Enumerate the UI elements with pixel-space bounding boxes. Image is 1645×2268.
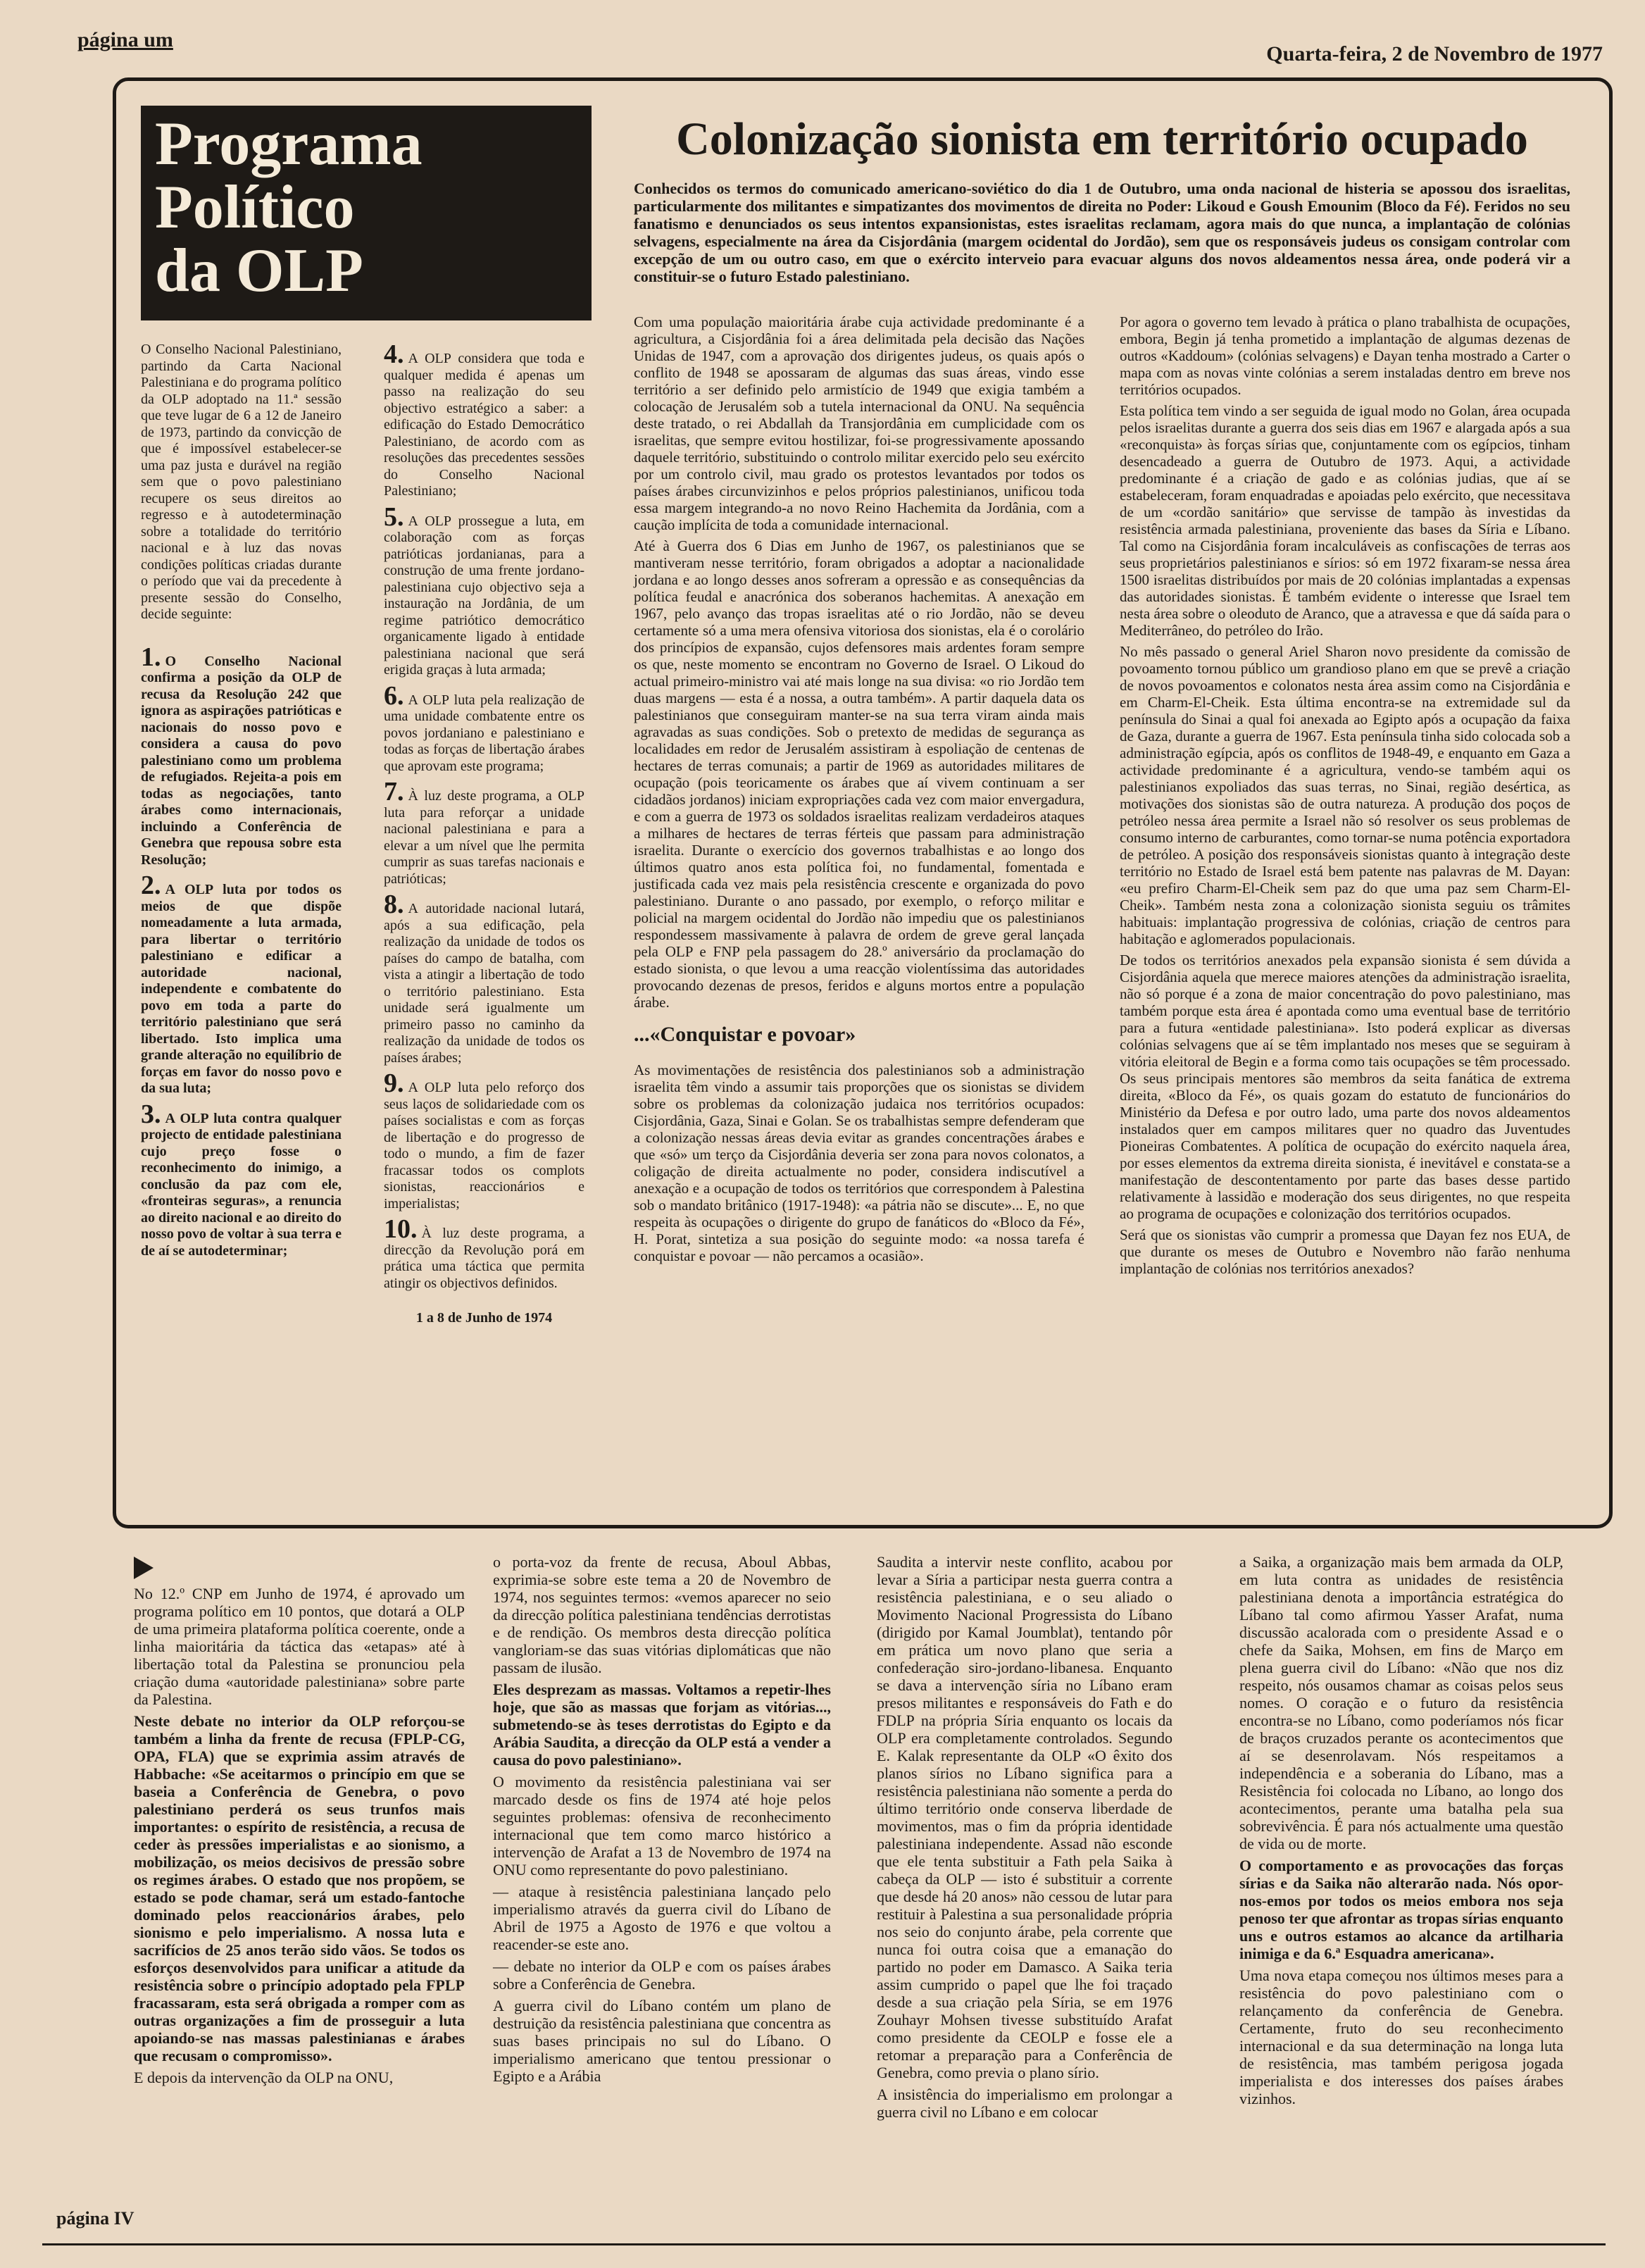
- programme-point: 3. A OLP luta contra qualquer projecto de entidade palestiniana cujo preço fosse o reconhecimento do inimigo, a conclusão da paz com ele, «fronteiras seguras», a renuncia ao direito nacional e ao direito do nosso povo de voltar à sua terra e de aí se autodeterminar;: [141, 1099, 342, 1259]
- programme-intro: O Conselho Nacional Palestiniano, partindo da Carta Nacional Palestiniana e do programa político da OLP adoptado na 11.ª sessão que teve lugar de 6 a 12 de Janeiro de 1973, partindo da convicção de que é impossível estabelecer-se uma paz justa e durável na região sem que o povo palestiniano recupere os seus direitos ao regresso e à autodeterminação sobre a totalidade do território nacional e à luz das novas condições políticas criadas durante o período que vai da precedente à presente sessão do Conselho, decide seguinte:: [141, 342, 342, 622]
- issue-date: Quarta-feira, 2 de Novembro de 1977: [1266, 42, 1603, 66]
- bottom-paragraph: o porta-voz da frente de recusa, Aboul Abbas, exprimia-se sobre este tema a 20 de Novembro de 1974, nos seguintes termos: «vemos aparecer no seio da direcção política palestiniana tendências derrotistas e de rendição. Os membros desta direcção política vangloriam-se das suas vitórias diplomáticas que não passam de ilusão.: [493, 1553, 831, 1676]
- bottom-column-1: [134, 1585, 465, 2091]
- programme-column-a: [141, 342, 342, 1264]
- article-column-2: [1120, 313, 1570, 1281]
- programme-point: 6. A OLP luta pela realização de uma unidade combatente entre os povos jordaniano e palestiniano e todas as forças de libertação árabes que aprovam este programa;: [384, 680, 584, 774]
- article-paragraph: As movimentações de resistência dos palestinianos sob a administração israelita têm vindo a assumir tais proporções que os sionistas se dividem sobre os problemas da colonização judaica nos territórios ocupados: Cisjordânia, Gaza, Sinai e Golan. Se os trabalhistas sempre defenderam que a colonização nessas áreas devia evitar as grandes concentrações árabes e que «só» um terço da Cisjordânia deveria ser zona para novos colonatos, a coligação de direita actualmente no poder, considera indiscutível a anexação e a ocupação de todos os territórios que correspondem à Palestina sob o mandato britânico (1917-1948): «a pátria não se discute»... E, no que respeita às ocupações o dirigente do grupo de fanáticos do «Bloco da Fé», H. Porat, sintetiza a sua posição do seguinte modo: «a nossa tarefa é conquistar e povoar — não percamos a ocasião».: [634, 1061, 1084, 1264]
- programme-point: 8. A autoridade nacional lutará, após a sua edificação, pela realização da unidade de todos os países do campo de batalha, com vista a atingir a libertação de todo o território palestiniano. Esta unidade será igualmente um primeiro passo no caminho da realização da unidade de todos os países árabes;: [384, 890, 584, 1066]
- bottom-paragraph: A insistência do imperialismo em prolongar a guerra civil no Líbano e em colocar: [877, 2086, 1172, 2121]
- programme-title-line: Político: [155, 173, 355, 242]
- footer-rule: [42, 2243, 1606, 2245]
- article-paragraph: Até à Guerra dos 6 Dias em Junho de 1967, os palestinianos que se mantiveram nesse território, foram obrigados a adoptar a nacionalidade jordana e ao longo desses anos sofreram a opressão e as consequências da política feudal e anacrónica dos soberanos hachemitas. A anexação em 1967, pelo avanço das tropas israelitas até o rio Jordão, não se deveu certamente só a uma mera ofensiva vitoriosa dos sionistas, ela é o corolário dos princípios de expansão, cujos defensores mais ardentes foram sempre os que, neste momento se encontram no Governo de Israel. O Likoud do actual primeiro-ministro vai até mais longe na sua divisa: «o rio Jordão tem duas margens — esta é a nossa, a outra também». A partir daquela data os palestinianos que conseguiram manter-se na sua terra viram ainda mais agravadas as suas condições. Sob o pretexto de medidas de segurança as localidades em redor de Jerusalém assistiram à espoliação de centenas de hectares de terras comunais; a partir de 1969 as autoridades militares de ocupação (pois teoricamente os árabes que aí vivem continuam a ser cidadãos jordanos) iniciam expropriações cada vez com maior envergadura, e com a guerra de 1973 os soldados israelitas realizam verdadeiros ataques a milhares de hectares de terras férteis que passam para administração israelita. Durante o exercício dos governos trabalhistas e ao longo dos últimos quatro anos esta política foi, no fundamental, fomentada e justificada cada vez mais pela resistência crescente e organizada do povo palestiniano. Durante o ano passado, por exemplo, o reforço militar e policial na margem ocidental do Jordão não impediu que os palestinianos respondessem massivamente à palavra de ordem de greve geral lançada pela OLP e FNP pela passagem do 28.º aniversário da proclamação do estado sionista, o que levou a uma reacção violentíssima das autoridades provocando dezenas de presos, feridos e alguns mortos entre a população árabe.: [634, 537, 1084, 1011]
- footer-page-label: página IV: [56, 2208, 135, 2229]
- programme-point: 10. À luz deste programa, a direcção da Revolução porá em prática uma táctica que permita atingir os objectivos definidos.: [384, 1214, 584, 1291]
- bottom-paragraph: O movimento da resistência palestiniana vai ser marcado desde os fins de 1974 até hoje pelos seguintes problemas: ofensiva de reconhecimento internacional que tem como marco histórico a intervenção de Arafat a 13 de Novembro de 1974 na ONU como representante do povo palestiniano.: [493, 1773, 831, 1878]
- bottom-paragraph: Uma nova etapa começou nos últimos meses para a resistência do povo palestiniano com o relançamento da conferência de Genebra. Certamente, fruto do seu reconhecimento internacional e da sua determinação na longa luta de resistência, mas também perigosa jogada imperialista e dos interesses dos países árabes vizinhos.: [1239, 1967, 1563, 2107]
- article-lead: Conhecidos os termos do comunicado americano-soviético do dia 1 de Outubro, uma onda nacional de histeria se apossou dos israelitas, particularmente dos militantes e simpatizantes dos movimentos de direita no Poder: Likoud e Goush Emounim (Bloco da Fé). Feridos no seu fanatismo e denunciados os seus intentos expansionistas, estes israelitas reclamam, agora mais do que nunca, a implantação de colónias selvagens, especialmente na área da Cisjordânia (margem ocidental do Jordão), sem que os responsáveis judeus os consigam controlar com excepção de um ou outro caso, em que o exército interveio para evacuar alguns dos novos aldeamentos nessa área, onde poderá vir a constituir-se o futuro Estado palestiniano.: [634, 180, 1570, 285]
- programme-point: 4. A OLP considera que toda e qualquer medida é apenas um passo na realização do seu objectivo estratégico a saber: a edificação do Estado Democrático Palestiniano, de acordo com as resoluções das precedentes sessões do Conselho Nacional Palestiniano;: [384, 339, 584, 499]
- programme-title-box: [141, 106, 592, 320]
- bottom-paragraph: Eles desprezam as massas. Voltamos a repetir-lhes hoje, que são as massas que forjam as vitórias..., submetendo-se às teses derrotistas do Egipto e da Arábia Saudita, a direcção da OLP está a vender a causa do povo palestiniano».: [493, 1681, 831, 1769]
- article-paragraph: Esta política tem vindo a ser seguida de igual modo no Golan, área ocupada pelos israelitas durante a guerra dos seis dias em 1967 e alargada após a sua «reconquista» às forças sírias que, conjuntamente com os egípcios, tinham desencadeado a guerra de Outubro de 1973. Aqui, a actividade predominante é a criação de gado e as colónias judias, que aí se estabeleceram, foram enquadradas e apoiadas pelo exército, que necessitava de um «cordão sanitário» que servisse de tampão às investidas da resistência armada palestiniana, proveniente das bases da Síria e Líbano. Tal como na Cisjordânia foram incalculáveis as confiscações de terras aos seus proprietários palestinianos e sírios: só em 1972 fixaram-se nessa área 1500 israelitas distribuídos por mais de 20 colónias implantadas a expensas das autoridades sionistas. É também evidente o interesse que Israel tem nesta área sobre o oleoduto de Aranco, que a atravessa e que dá saída para o Mediterrâneo, do petróleo do Irão.: [1120, 402, 1570, 639]
- bottom-column-3: [877, 1553, 1172, 2125]
- bottom-paragraph: A guerra civil do Líbano contém um plano de destruição da resistência palestiniana que concentra as suas bases principais no sul do Líbano. O imperialismo americano que tentou pressionar o Egipto e a Arábia: [493, 1997, 831, 2085]
- bottom-paragraph: No 12.º CNP em Junho de 1974, é aprovado um programa político em 10 pontos, que dotará a OLP de uma primeira plataforma política coerente, onde a linha maioritária da táctica das «etapas» até à libertação total da Palestina se pronunciou pela criação duma «autoridade palestiniana» sobre parte da Palestina.: [134, 1585, 465, 1708]
- bottom-column-2: [493, 1553, 831, 2089]
- bottom-paragraph: Saudita a intervir neste conflito, acabou por levar a Síria a participar nesta guerra contra a resistência palestiniana, e o seu aliado o Movimento Nacional Progressista do Líbano (dirigido por Kamal Joumblat), tentando pôr em prática um novo plano que seria a confederação siro-jordano-libanesa. Enquanto se dava a intervenção síria no Líbano eram presos militantes e responsáveis do Fath e do FDLP na própria Síria enquanto os locais da OLP era completamente controlados. Segundo E. Kalak representante da OLP «O êxito dos planos sírios no Líbano significa para a resistência palestiniana não somente a perda do último território onde conserva liberdade de movimentos, mas o fim da própria identidade palestiniana independente. Assad não esconde que ele tenta substituir a Fath pela Saika à cabeça da OLP — isto é substituir a corrente que desde há 20 anos» não cessou de lutar para restituir à Palestina a sua personalidade própria nos seio do conjunto árabe, pela corrente que nunca foi outra coisa que a emanação do partido no poder em Damasco. A Saika teria assim cumprido o papel que lhe foi traçado desde a sua criação pela Síria, se em 1976 Zouhayr Mohsen tivesse substituído Arafat como presidente da CEOLP e fosse ele a retomar a preparação para a Conferência de Genebra, como previa o plano sírio.: [877, 1553, 1172, 2081]
- programme-point: 5. A OLP prossegue a luta, em colaboração com as forças patrióticas jordanianas, para a construção de uma frente jordano-palestiniana cujo objectivo seja a instauração na Jordânia, de um regime patriótico democrático organicamente ligado à entidade palestiniana nacional que será erigida graças à luta armada;: [384, 501, 584, 678]
- programme-title-line: Programa: [155, 110, 423, 178]
- article-paragraph: No mês passado o general Ariel Sharon novo presidente da comissão de povoamento tornou público um grandioso plano em que se prevê a criação de novos povoamentos e colonatos nesta área assim como na Cisjordânia e em Charm-El-Cheik. Esta última encontra-se na extremidade sul da península do Sinai a qual foi anexada ao Egipto após a ocupação da faixa de Gaza, durante a guerra de 1967. Esta península tinha sido colocada sob a administração egípcia, após os conflitos de 1948-49, e enquanto em Gaza a actividade predominante é a agricultura, vendo-se também aqui os palestinianos expoliados das suas terras, no Sinai, região desértica, as motivações dos sionistas são de outra natureza. A produção dos poços de petróleo nessa área permite a Israel não só resolver os seus problemas de consumo interno de carburantes, como tornar-se numa potência exportadora de petróleo. A posição dos responsáveis sionistas quanto à integração deste território no Estado de Israel está bem patente nas palavras de M. Dayan: «eu prefiro Charm-El-Cheik sem paz do que uma paz sem Charm-El-Cheik». Também nesta zona a colonização sionista seguiu os trâmites habituais: implantação progressiva de colónias, criação de centros para habitação e aglomerados populacionais.: [1120, 643, 1570, 947]
- bottom-paragraph: a Saika, a organização mais bem armada da OLP, em luta contra as unidades de resistência palestiniana denota a importância estratégica do Líbano tal como afirmou Yasser Arafat, numa discussão acalorada com o presidente Assad e o chefe da Saika, Mohsen, em fins de Março em plena guerra civil do Líbano: «Não que nos diz respeito, nós ousamos chamar as coisas pelos seus nomes. O coração e o futuro da resistência encontra-se no Líbano, como poderíamos nós ficar de braços cruzados perante os acontecimentos que aí se desenrolavam. Nós respeitamos a independência e a soberania do Líbano, mas a Resistência foi colocada no Líbano, ao longo dos acontecimentos, perante uma batalha pela sua sobrevivência. É para nós actualmente uma questão de vida ou de morte.: [1239, 1553, 1563, 1852]
- programme-title-line: da OLP: [155, 237, 363, 305]
- programme-point: 2. A OLP luta por todos os meios de que dispõe nomeadamente a luta armada, para libertar o território palestiniano e edificar a autoridade nacional, independente e combatente do povo em toda a parte do território palestiniano que será libertado. Isto implica uma grande alteração no equilíbrio de forças em favor do nosso povo e da sua luta;: [141, 871, 342, 1096]
- article-headline: Colonização sionista em território ocupado: [676, 113, 1528, 165]
- bottom-paragraph: — ataque à resistência palestiniana lançado pelo imperialismo através da guerra civil do Líbano de Abril de 1975 a Agosto de 1976 e que voltou a reacender-se este ano.: [493, 1883, 831, 1953]
- article-paragraph: Será que os sionistas vão cumprir a promessa que Dayan fez nos EUA, de que durante os meses de Outubro e Novembro não farão nenhuma implantação de colónias nos territórios anexados?: [1120, 1226, 1570, 1277]
- bottom-paragraph: E depois da intervenção da OLP na ONU,: [134, 2069, 394, 2086]
- page-label: página um: [77, 28, 173, 51]
- article-paragraph: Com uma população maioritária árabe cuja actividade predominante é a agricultura, a Cisjordânia foi a área delimitada pela decisão das Nações Unidas de 1947, com a aprovação dos dirigentes judeus, os quais após o conflito de 1948 se apossaram de algumas das suas áreas, vindo esse território a ser definido pelo armistício de 1949 que exigia também a colocação de Jerusalém sob a tutela internacional da ONU. Na sequência deste tratado, o rei Abdallah da Transjordânia em cumplicidade com os israelitas, que sempre evitou hostilizar, foi-se progressivamente apossando daquele território, substituindo o controlo militar exercido pelo seu exército por um controlo civil, mau grado os protestos levantados por todos os países árabes circunvizinhos e pelos próprios palestinianos, unificou toda essa margem integrando-a no novo Reino Hachemita da Jordânia, com a caução implícita de toda a comunidade internacional.: [634, 313, 1084, 533]
- programme-point: 7. À luz deste programa, a OLP luta para reforçar a unidade nacional palestiniana e para a elevar a um nível que lhe permita cumprir as suas tarefas nacionais e patrióticas;: [384, 777, 584, 887]
- bottom-paragraph: O comportamento e as provocações das forças sírias e da Saika não alterarão nada. Nós opor-nos-emos por todos os meios embora nos seja penoso ter que afrontar as tropas sírias enquanto uns e outros estamos ao alcance da artilharia inimiga e da 6.ª Esquadra americana».: [1239, 1857, 1563, 1962]
- bottom-paragraph: Neste debate no interior da OLP reforçou-se também a linha da frente de recusa (FPLP-CG, OPA, FLA) que se exprimia assim através de Habbache: «Se aceitarmos o princípio em que se baseia a Conferência de Genebra, o povo palestiniano perderá os seus trunfos mais importantes: o espírito de resistência, a recusa de ceder às pressões imperialistas e ao sionismo, a mobilização, os meios decisivos de pressão sobre os regimes árabes. O estado que nos propõem, se estado se pode chamar, será um estado-fantoche dominado pelos reaccionários árabes, pelo sionismo e pelo imperialismo. A nossa luta e sacrifícios de 25 anos terão sido vãos. Se todos os esforços desenvolvidos para unificar a atitude da resistência sobre o princípio adoptado pela FPLP fracassaram, esta será obrigada a romper com as outras organizações a fim de prosseguir a luta apoiando-se nas massas palestinianas e árabes que recusam o compromisso».: [134, 1712, 465, 2064]
- article-column-1: [634, 313, 1084, 1269]
- programme-date: 1 a 8 de Junho de 1974: [415, 1310, 553, 1326]
- programme-point: 9. A OLP luta pelo reforço dos seus laços de solidariedade com os países socialistas e com as forças de libertação e do progresso de todo o mundo, a fim de fazer fracassar todos os complots sionistas, reaccionários e imperialistas;: [384, 1068, 584, 1211]
- article-paragraph: De todos os territórios anexados pela expansão sionista é sem dúvida a Cisjordânia aquela que merece maiores atenções da administração israelita, não só porque é a zona de maior concentração do povo palestiniano, mas também porque esta área é apontada como uma eventual base de território para a futura «entidade palestiniana». Isto poderá explicar as diversas colónias selvagens que aí se têm implantado nos meses que se seguiram à vitória eleitoral de Begin e a forma como tais ocupações se têm processado. Os seus principais mentores são membros da seita fanática de extrema direita, «Bloco da Fé», os quais gozam do estatuto de funcionários do Ministério da Defesa e por outro lado, uma parte dos novos aldeamentos instalados quer em campos militares quer no quadro das Juventudes Pioneiras Combatentes. A política de ocupação do exército naquela área, por esses elementos da extrema direita sionista, é inevitável e constata-se a manifestação de descontentamento por parte das bases desse partido relativamente à lassidão e moderação dos seus dirigentes, no que respeita ao programa de ocupações e colonização dos territórios ocupados.: [1120, 952, 1570, 1222]
- programme-column-b: [384, 339, 584, 1327]
- article-subhead: ...«Conquistar e povoar»: [634, 1023, 856, 1046]
- programme-point: 1. O Conselho Nacional confirma a posição da OLP de recusa da Resolução 242 que ignora as aspirações patrióticas e nacionais do nosso povo e considera a causa do povo palestiniano como um problema de refugiados. Rejeita-a pois em todas as negociações, tanto árabes como internacionais, incluindo a Conferência de Genebra que repousa sobre esta Resolução;: [141, 642, 342, 868]
- article-paragraph: Por agora o governo tem levado à prática o plano trabalhista de ocupações, embora, Begin já tenha prometido a implantação de algumas dezenas de outros «Kaddoum» (colónias selvagens) e Dayan tenha mostrado a Carter o mapa com as novas vinte colónias a serem instaladas dentro em breve nos territórios ocupados.: [1120, 313, 1570, 398]
- arrow-right-icon: [134, 1557, 154, 1579]
- bottom-column-4: [1239, 1553, 1563, 2112]
- bottom-paragraph: — debate no interior da OLP e com os países árabes sobre a Conferência de Genebra.: [493, 1957, 831, 1993]
